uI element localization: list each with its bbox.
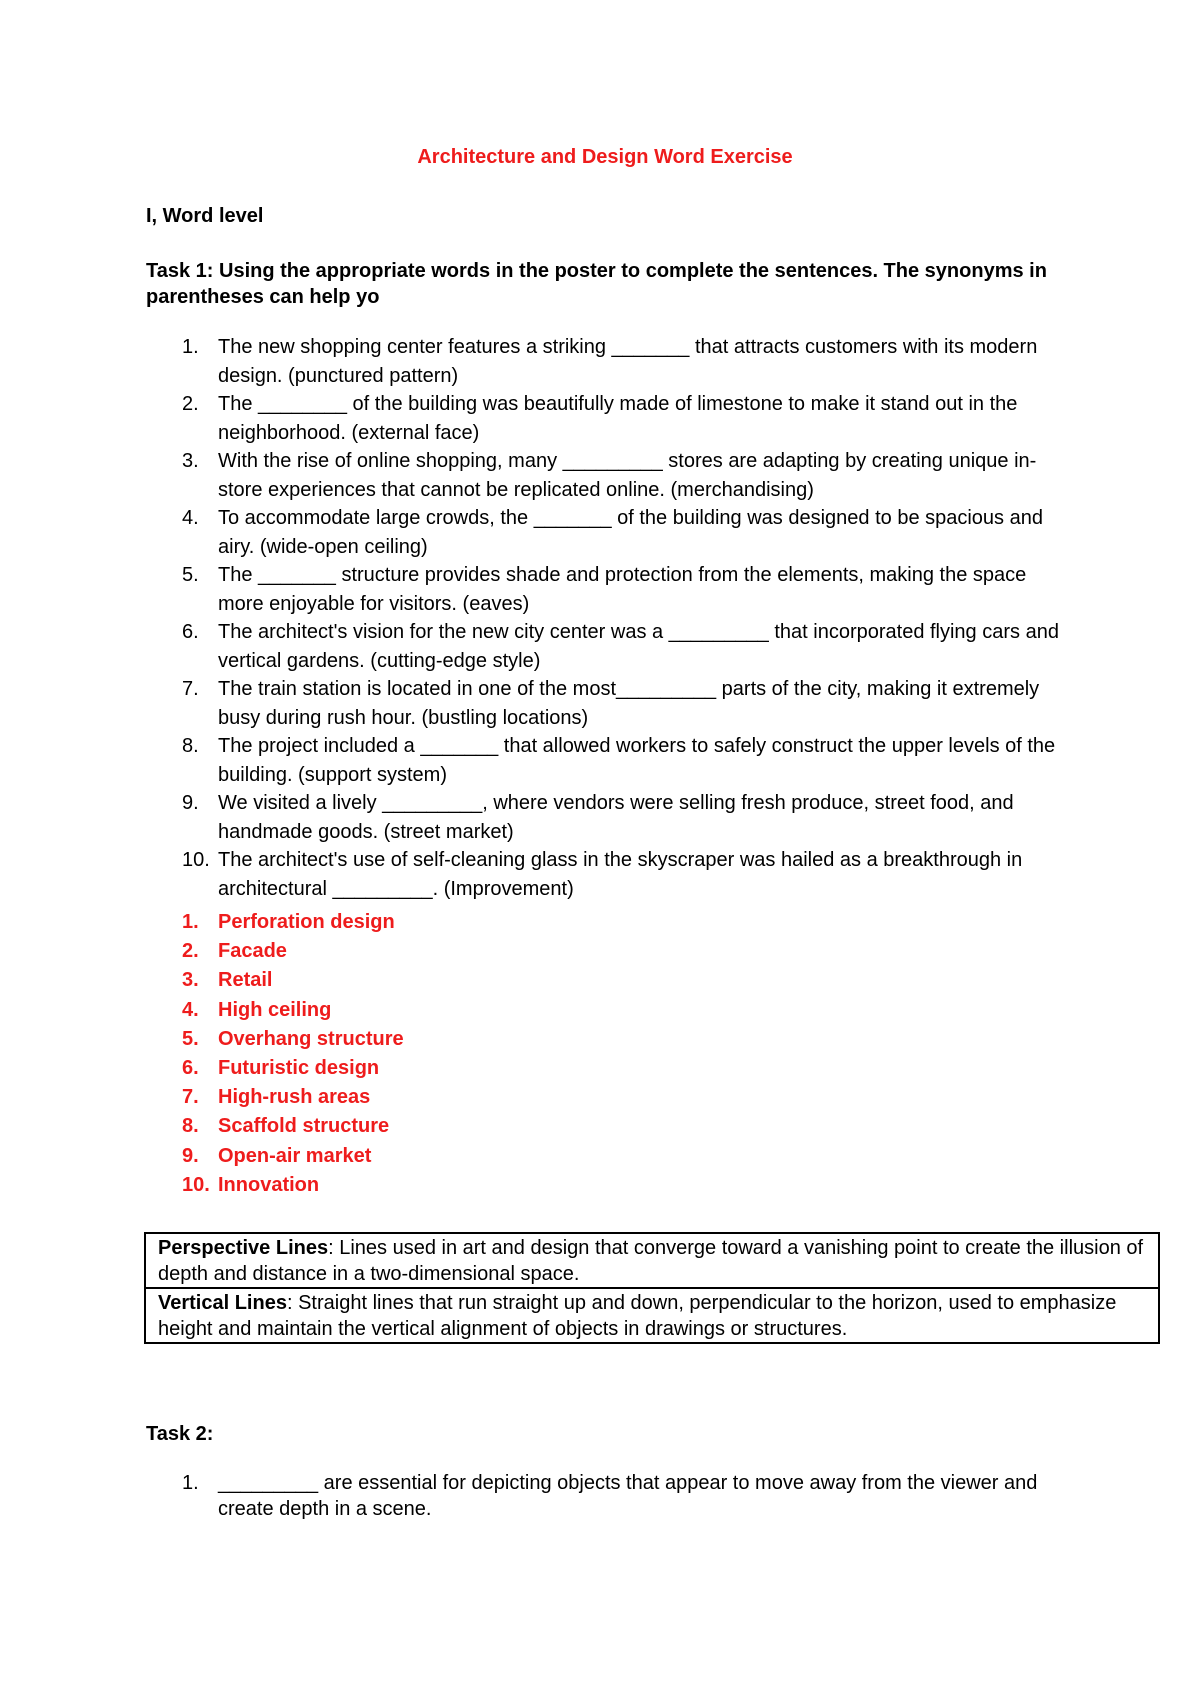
answer-text: Perforation design [218,911,395,933]
question-text: _________ are essential for depicting objects that appear to move away from the viewer and create depth in a scene. [218,1472,1038,1520]
task2-question-list [146,1470,1066,1522]
question-text: The _______ structure provides shade and protection from the elements, making the space more enjoyable for visitors. (eaves) [218,564,1027,615]
question-number: 10. [182,849,210,871]
document-title: Architecture and Design Word Exercise [417,146,793,168]
definition-row [145,1233,1159,1288]
question-text: With the rise of online shopping, many _________ stores are adapting by creating unique in-store experiences that cannot be replicated online. (merchandising) [218,450,1037,501]
question-item [146,618,1066,675]
definition-text: : Straight lines that run straight up and down, perpendicular to the horizon, used to emphasize height and maintain the vertical alignment of objects in drawings or structures. [158,1292,1117,1340]
answer-text: Overhang structure [218,1027,404,1050]
question-number: 2. [182,393,199,415]
question-item [146,732,1066,789]
task1-question-list [146,333,1066,903]
question-number: 1. [182,1472,199,1494]
question-text: To accommodate large crowds, the _______ of the building was designed to be spacious and airy. (wide-open ceiling) [218,507,1043,558]
answer-number: 5. [182,1027,199,1050]
question-item [146,504,1066,561]
answer-text: High ceiling [218,998,332,1021]
question-number: 3. [182,450,199,472]
answer-item [146,1171,404,1200]
question-item [146,333,1066,390]
answer-number: 9. [182,1144,199,1167]
answer-item [146,1112,404,1141]
answer-number: 7. [182,1086,199,1109]
answer-text: Futuristic design [218,1057,380,1080]
answer-item [146,1083,404,1112]
question-text: The train station is located in one of the most_________ parts of the city, making it extremely busy during rush hour. (bustling locations) [218,678,1040,729]
question-number: 5. [182,564,199,586]
answer-item [146,937,404,966]
answer-item [146,1142,404,1171]
answer-item [146,1025,404,1054]
definition-term: Perspective Lines [158,1237,329,1259]
question-number: 4. [182,507,199,529]
question-text: The project included a _______ that allowed workers to safely construct the upper levels of the building. (support system) [218,735,1056,786]
task1-answer-list [146,908,404,1200]
question-number: 9. [182,792,199,814]
question-number: 8. [182,735,199,757]
question-number: 7. [182,678,199,700]
question-item [146,675,1066,732]
question-item [146,1470,1066,1522]
question-text: The new shopping center features a striking _______ that attracts customers with its modern design. (punctured pattern) [218,336,1038,387]
question-text: The ________ of the building was beautifully made of limestone to make it stand out in the neighborhood. (external face) [218,393,1018,444]
answer-text: Open-air market [218,1144,372,1167]
question-text: The architect's use of self-cleaning glass in the skyscraper was hailed as a breakthrough in architectural _________. (Improvement) [218,849,1023,900]
question-item [146,447,1066,504]
question-item [146,561,1066,618]
section-heading: I, Word level [146,205,264,227]
answer-number: 8. [182,1115,199,1138]
answer-item [146,996,404,1025]
answer-item [146,1054,404,1083]
question-item [146,789,1066,846]
answer-number: 2. [182,940,199,963]
answer-number: 6. [182,1057,199,1080]
answer-text: Scaffold structure [218,1115,390,1138]
definition-cell [145,1233,1159,1288]
answer-number: 4. [182,998,199,1021]
answer-item [146,966,404,995]
definitions-table [144,1232,1160,1344]
question-item [146,846,1066,903]
question-text: We visited a lively _________, where vendors were selling fresh produce, street food, and handmade goods. (street market) [218,792,1014,843]
definition-row [145,1288,1159,1343]
answer-number: 10. [182,1173,210,1196]
answer-number: 1. [182,911,199,933]
task1-heading: Task 1: Using the appropriate words in the poster to complete the sentences. The synonyms in parentheses can help yo [146,260,1047,308]
question-number: 1. [182,336,199,358]
answer-text: High-rush areas [218,1086,371,1109]
task2-heading: Task 2: [146,1423,214,1445]
answer-text: Innovation [218,1173,320,1196]
answer-item [146,908,404,937]
definition-text: : Lines used in art and design that converge toward a vanishing point to create the illusion of depth and distance in a two-dimensional space. [158,1237,1144,1285]
question-item [146,390,1066,447]
question-number: 6. [182,621,199,643]
answer-number: 3. [182,969,199,992]
answer-text: Retail [218,969,273,992]
definition-term: Vertical Lines [158,1292,287,1314]
question-text: The architect's vision for the new city center was a _________ that incorporated flying cars and vertical gardens. (cutting-edge style) [218,621,1059,672]
answer-text: Facade [218,940,287,963]
definition-cell [145,1288,1159,1343]
